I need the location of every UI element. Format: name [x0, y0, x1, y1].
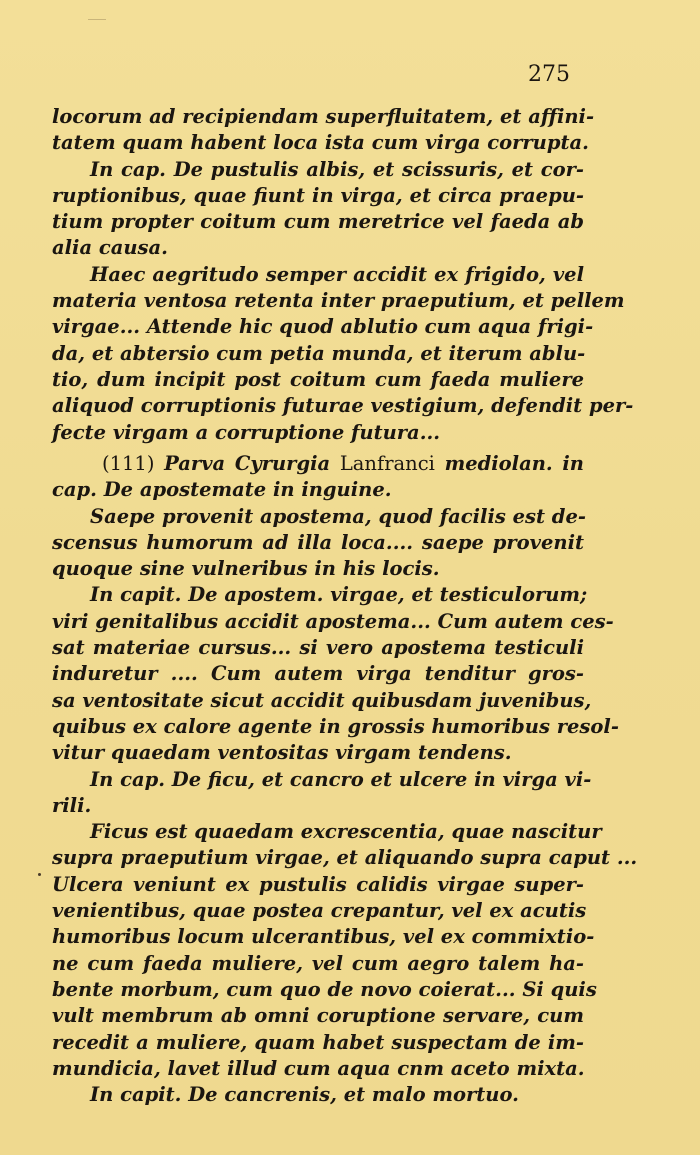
text-line: sa ventositate sicut accidit quibusdam juvenibus,: [52, 688, 592, 712]
text-line: fecte virgam a corruptione futura...: [52, 420, 441, 444]
text-line: vitur quaedam ventositas virgam tendens.: [52, 741, 512, 765]
text-line: In cap. De pustulis albis, et scissuris, et cor-: [90, 157, 584, 181]
text-line: Ulcera veniunt ex pustulis calidis virgae super-: [52, 872, 584, 896]
text-line: tio, dum incipit post coitum cum faeda muliere: [52, 367, 584, 391]
text-line: virgae... Attende hic quod ablutio cum aqua frigi-: [52, 315, 594, 339]
text-line: materia ventosa retenta inter praeputium, et pellem: [52, 289, 625, 313]
text-line: In capit. De cancrenis, et malo mortuo.: [90, 1083, 519, 1107]
author-origin: mediolan. in: [444, 452, 584, 475]
text-line: locorum ad recipiendam superfluitatem, et affini-: [52, 105, 595, 128]
text-line: venientibus, quae postea crepantur, vel ex acutis: [52, 899, 587, 923]
note-number: (111): [102, 452, 155, 475]
top-mark: [88, 19, 106, 20]
text-line: rili.: [52, 793, 92, 817]
text-line: Haec aegritudo semper accidit ex frigido, vel: [90, 262, 584, 286]
work-title: Parva Cyrurgia: [164, 452, 331, 475]
text-line: aliquod corruptionis futurae vestigium, defendit per-: [52, 394, 634, 418]
text-line: cap. De apostemate in inguine.: [52, 478, 392, 502]
text-line: ne cum faeda muliere, vel cum aegro talem ha-: [52, 951, 584, 975]
text-line: alia causa.: [52, 236, 168, 260]
text-line: quoque sine vulneribus in his locis.: [52, 557, 440, 581]
text-line: viri genitalibus accidit apostema... Cum autem ces-: [52, 609, 614, 633]
text-line: tium propter coitum cum meretrice vel faeda ab: [52, 210, 584, 234]
author-name: Lanfranci: [339, 452, 435, 475]
text-line: supra praeputium virgae, et aliquando supra caput ...: [52, 846, 638, 870]
text-line: In capit. De apostem. virgae, et testiculorum;: [90, 583, 588, 607]
page-number: 275: [528, 62, 570, 87]
ink-speck: [38, 873, 41, 876]
text-line: Ficus est quaedam excrescentia, quae nascitur: [90, 820, 602, 844]
text-line: humoribus locum ulcerantibus, vel ex commixtio-: [52, 925, 595, 949]
text-line: bente morbum, cum quo de novo coierat... Si quis: [52, 977, 597, 1001]
text-line: tatem quam habent loca ista cum virga corrupta.: [52, 131, 589, 155]
text-line: mundicia, lavet illud cum aqua cnm aceto mixta.: [52, 1056, 585, 1080]
text-line: quibus ex calore agente in grossis humoribus resol-: [52, 714, 619, 738]
text-line: recedit a muliere, quam habet suspectam de im-: [52, 1030, 584, 1054]
text-line: da, et abtersio cum petia munda, et iterum ablu-: [52, 341, 586, 365]
text-line: induretur .... Cum autem virga tenditur gros-: [52, 662, 584, 686]
text-block-2: [52, 451, 638, 1108]
text-line: scensus humorum ad illa loca.... saepe provenit: [52, 530, 584, 554]
text-line: ruptionibus, quae fiunt in virga, et circa praepu-: [52, 183, 584, 207]
text-block-1: [52, 104, 634, 446]
text-line: Saepe provenit apostema, quod facilis est de-: [90, 504, 586, 528]
citation-line: [52, 451, 584, 477]
text-line: sat materiae cursus... si vero apostema testiculi: [52, 636, 584, 660]
text-line: In cap. De ficu, et cancro et ulcere in virga vi-: [90, 767, 592, 791]
text-line: vult membrum ab omni coruptione servare, cum: [52, 1004, 584, 1028]
